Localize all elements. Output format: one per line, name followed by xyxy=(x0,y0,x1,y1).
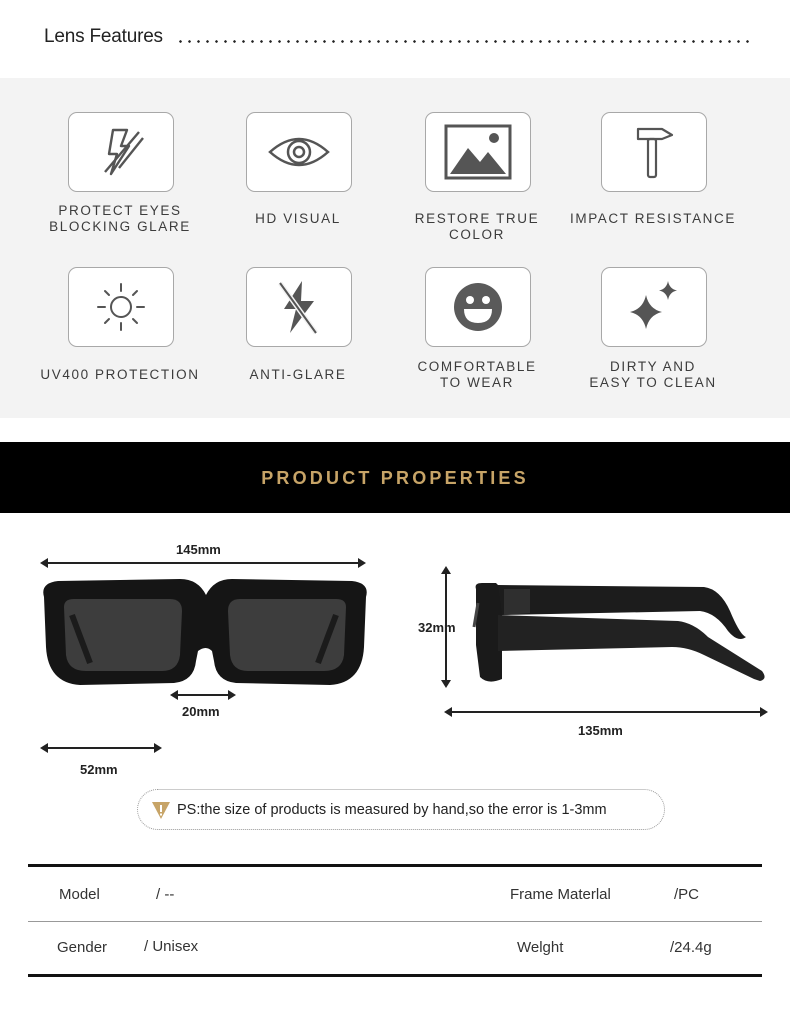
dimension-line-lens-width xyxy=(44,747,158,749)
gender-value: / Unisex xyxy=(144,938,199,955)
arrow-left-icon xyxy=(40,743,48,753)
sun-icon xyxy=(95,281,147,333)
dimension-line-temple-length xyxy=(448,711,764,713)
dimension-line-total-width xyxy=(44,562,362,564)
sunglasses-front-view xyxy=(30,555,380,695)
eye-icon xyxy=(267,130,331,174)
banner-title: PRODUCT PROPERTIES xyxy=(261,468,529,488)
feature-label: COMFORTABLE TO WEAR xyxy=(417,359,537,390)
weight-label: Welght xyxy=(517,939,564,956)
feature-icon-box xyxy=(601,267,707,347)
dimension-temple-length: 135mm xyxy=(578,723,623,738)
arrow-right-icon xyxy=(358,558,366,568)
model-label: Model xyxy=(59,886,100,903)
arrow-left-icon xyxy=(444,707,452,717)
sunglasses-side-view xyxy=(468,575,773,690)
table-top-rule xyxy=(28,864,762,867)
arrow-down-icon xyxy=(441,680,451,688)
feature-label: DIRTY AND EASY TO CLEAN xyxy=(589,359,717,390)
specs-table xyxy=(28,864,762,978)
feature-icon-box xyxy=(425,267,531,347)
feature-icon-box xyxy=(601,112,707,192)
feature-label: ANTI-GLARE xyxy=(249,367,347,382)
feature-label: RESTORE TRUE COLOR xyxy=(414,211,540,242)
dimension-line-bridge xyxy=(174,694,232,696)
feature-icon-box xyxy=(246,267,352,347)
feature-label: UV400 PROTECTION xyxy=(40,367,200,382)
feature-label: PROTECT EYES BLOCKING GLARE xyxy=(49,203,191,234)
frame-material-label: Frame Materlal xyxy=(510,886,611,903)
arrow-right-icon xyxy=(760,707,768,717)
dimension-total-width: 145mm xyxy=(176,542,221,557)
frame-material-value: /PC xyxy=(674,886,700,903)
feature-icon-box xyxy=(246,112,352,192)
arrow-right-icon xyxy=(154,743,162,753)
warning-icon xyxy=(150,800,172,820)
note-text: PS:the size of products is measured by hand,so the error is 1-3mm xyxy=(177,802,607,818)
dimension-lens-width: 52mm xyxy=(80,762,118,777)
feature-icon-box xyxy=(68,267,174,347)
gender-label: Gender xyxy=(57,939,108,956)
arrow-up-icon xyxy=(441,566,451,574)
feature-label: HD VISUAL xyxy=(255,211,341,226)
smiley-face-icon xyxy=(452,281,504,333)
feature-icon-box xyxy=(68,112,174,192)
arrow-left-icon xyxy=(170,690,178,700)
lightning-slash-icon xyxy=(91,122,151,182)
arrow-left-icon xyxy=(40,558,48,568)
arrow-right-icon xyxy=(228,690,236,700)
feature-icon-box xyxy=(425,112,531,192)
lens-features-header xyxy=(0,0,790,78)
dimension-bridge: 20mm xyxy=(182,704,220,719)
measurement-note xyxy=(137,789,665,830)
features-panel xyxy=(0,78,790,418)
table-row-divider xyxy=(28,921,762,922)
table-bottom-rule xyxy=(28,974,762,977)
section-title: Lens Features xyxy=(44,26,163,47)
weight-value: /24.4g xyxy=(670,939,712,956)
dimension-height: 32mm xyxy=(418,620,456,635)
product-properties-banner xyxy=(0,442,790,513)
hammer-icon xyxy=(632,123,676,181)
model-value: / -- xyxy=(156,886,175,903)
dotted-divider xyxy=(176,40,750,43)
feature-label: IMPACT RESISTANCE xyxy=(570,211,736,226)
mountain-picture-icon xyxy=(444,124,512,180)
bolt-slash-icon xyxy=(274,277,324,337)
sparkle-icon xyxy=(624,279,684,335)
